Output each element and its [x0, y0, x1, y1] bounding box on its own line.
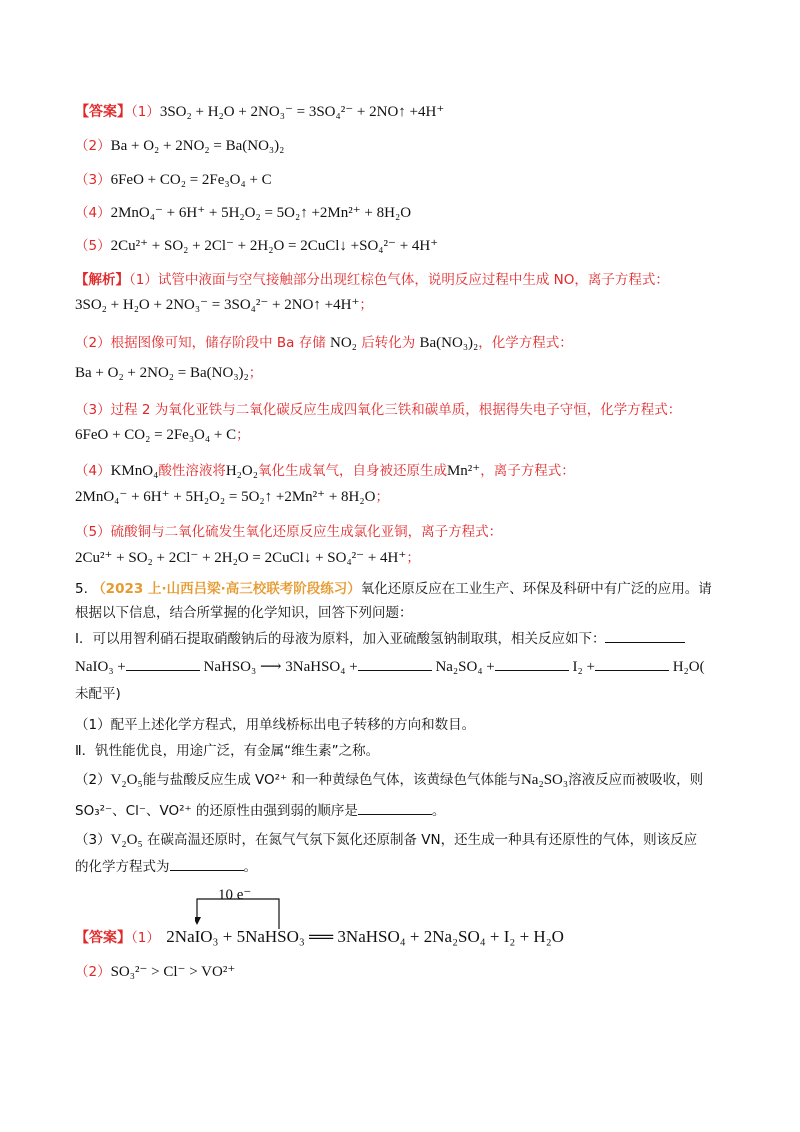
answer-1-line: 【答案】（1）3SO₂ + H₂O + 2NO₃⁻ = 3SO₄²⁻ + 2NO↑ +4H⁺: [75, 104, 445, 120]
electron-transfer-label: 10 e⁻: [218, 887, 252, 903]
answer-2-line-2: （2）SO₃²⁻ > Cl⁻ > VO²⁺: [75, 964, 236, 980]
question-5-3-cont: 的化学方程式为 。: [75, 856, 257, 877]
answer-blank[interactable]: [358, 800, 432, 815]
analysis-tag: 【解析】: [75, 272, 129, 288]
part-1-text: Ⅰ．可以用智利硝石提取硝酸钠后的母液为原料，加入亚硫酸氢钠制取琪，相关反应如下：: [75, 628, 685, 649]
answer-equation: Ba + O₂ + 2NO₂ = Ba(NO₃)₂: [110, 138, 285, 154]
answer-4-line: （4）2MnO₄⁻ + 6H⁺ + 5H₂O₂ = 5O₂↑ +2Mn²⁺ + 8H₂O: [75, 205, 412, 221]
analysis-eq1: 3SO₂ + H₂O + 2NO₃⁻ = 3SO₄²⁻ + 2NO↑ +4H⁺；: [75, 297, 373, 313]
answer-equation: 3SO₂ + H₂O + 2NO₃⁻ = 3SO₄²⁻ + 2NO↑ +4H⁺: [159, 104, 445, 120]
question-5-2-cont: SO₃²⁻、Cl⁻、VO²⁺ 的还原性由强到弱的顺序是 。: [75, 800, 445, 821]
unbalanced-note: 未配平): [75, 686, 121, 702]
question-5-2: （2）V₂O₅能与盐酸反应生成 VO²⁺ 和一种黄绿色气体，该黄绿色气体能与Na₂SO₃溶液反应而被吸收，则: [75, 772, 704, 788]
reducibility-order: SO₃²⁻ > Cl⁻ > VO²⁺: [110, 964, 236, 980]
answer-5-line: （5）2Cu²⁺ + SO₂ + 2Cl⁻ + 2H₂O = 2CuCl↓ +SO₄²⁻ + 4H⁺: [75, 238, 439, 254]
analysis-p3: （3）过程 2 为氧化亚铁与二氧化碳反应生成四氧化三铁和碳单质，根据得失电子守恒，化学方程式：: [75, 402, 682, 418]
analysis-p4: （4）KMnO₄酸性溶液将H₂O₂氧化生成氧气，自身被还原生成Mn²⁺，离子方程式：: [75, 463, 575, 479]
balanced-equation: 2NaIO₃ + 5NaHSO₃ ══ 3NaHSO₄ + 2Na₂SO₄ + I₂ + H₂O: [166, 927, 564, 946]
analysis-p5: （5）硫酸铜与二氧化硫发生氧化还原反应生成氯化亚铜，离子方程式：: [75, 524, 503, 540]
question-source: （2023 上·山西吕梁·高三校联考阶段练习）: [92, 581, 361, 597]
answer-equation: 6FeO + CO₂ = 2Fe₃O₄ + C: [110, 172, 272, 188]
analysis-eq4: 2MnO₄⁻ + 6H⁺ + 5H₂O₂ = 5O₂↑ +2Mn²⁺ + 8H₂O；: [75, 489, 389, 505]
coefficient-blank[interactable]: [495, 656, 569, 671]
answer-2-line: （2）Ba + O₂ + 2NO₂ = Ba(NO₃)₂: [75, 138, 285, 154]
coefficient-blank[interactable]: [358, 656, 432, 671]
answer-equation: 2Cu²⁺ + SO₂ + 2Cl⁻ + 2H₂O = 2CuCl↓ +SO₄²⁻ + 4H⁺: [110, 238, 439, 254]
question-5-stem-2: 根据以下信息，结合所掌握的化学知识，回答下列问题：: [75, 605, 413, 621]
answer-tag: 【答案】: [75, 930, 131, 946]
analysis-p2: （2）根据图像可知，储存阶段中 Ba 存储 NO₂ 后转化为 Ba(NO₃)₂，化学方程式：: [75, 335, 573, 351]
answer-blank[interactable]: [170, 856, 244, 871]
answer-3-line: （3）6FeO + CO₂ = 2Fe₃O₄ + C: [75, 172, 272, 188]
single-bridge-arrow-icon: [195, 895, 281, 929]
part-2-text: Ⅱ．钒性能优良，用途广泛，有金属“维生素”之称。: [75, 743, 380, 759]
answer-tag: 【答案】: [75, 104, 131, 120]
question-5-1: （1）配平上述化学方程式，用单线桥标出电子转移的方向和数目。: [75, 717, 476, 733]
question-number: 5.: [75, 581, 88, 597]
analysis-eq2: Ba + O₂ + 2NO₂ = Ba(NO₃)₂；: [75, 365, 263, 381]
analysis-p1: 【解析】（1）试管中液面与空气接触部分出现红棕色气体，说明反应过程中生成 NO，离子方程式：: [75, 272, 669, 288]
analysis-eq5: 2Cu²⁺ + SO₂ + 2Cl⁻ + 2H₂O = 2CuCl↓ + SO₄²⁻ + 4H⁺；: [75, 550, 420, 566]
answer-blank[interactable]: [605, 628, 685, 643]
analysis-eq3: 6FeO + CO₂ = 2Fe₃O₄ + C；: [75, 427, 250, 443]
coefficient-blank[interactable]: [595, 656, 669, 671]
question-5-stem: 5. （2023 上·山西吕梁·高三校联考阶段练习）氧化还原反应在工业生产、环保及科研中有广泛的应用。请: [75, 581, 712, 597]
answer-2-line-1: 【答案】（1） 2NaIO₃ + 5NaHSO₃ ══ 3NaHSO₄ + 2Na₂SO₄ + I₂ + H₂O: [75, 927, 564, 946]
question-5-3: （3）V₂O₅ 在碳高温还原时，在氮气气氛下氮化还原制备 VN，还生成一种具有还原性的气体，则该反应: [75, 832, 698, 848]
unbalanced-equation: NaIO₃ + NaHSO₃ ⟶ 3NaHSO₄ + Na₂SO₄ + I₂ + H₂O(: [75, 656, 705, 677]
answer-equation: 2MnO₄⁻ + 6H⁺ + 5H₂O₂ = 5O₂↑ +2Mn²⁺ + 8H₂O: [110, 205, 412, 221]
coefficient-blank[interactable]: [126, 656, 200, 671]
